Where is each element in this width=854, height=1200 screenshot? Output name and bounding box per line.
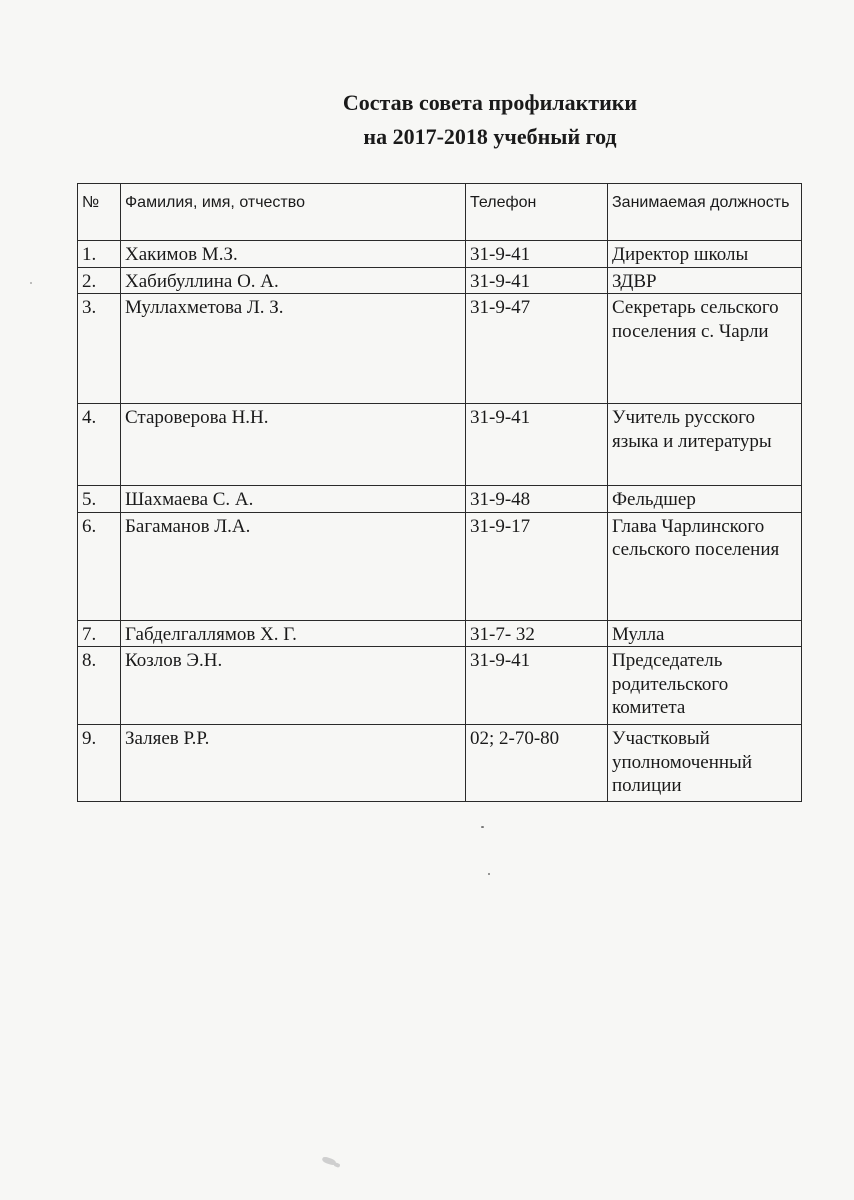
cell-number: 1. (78, 241, 121, 268)
cell-number: 6. (78, 512, 121, 620)
cell-name: Габделгаллямов Х. Г. (121, 620, 466, 647)
header-position: Занимаемая должность (608, 184, 802, 241)
cell-position: Глава Чарлинского сельского поселения (608, 512, 802, 620)
cell-position: Мулла (608, 620, 802, 647)
cell-name: Заляев Р.Р. (121, 725, 466, 802)
cell-phone: 31-7- 32 (466, 620, 608, 647)
cell-position: Председатель родительского комитета (608, 647, 802, 725)
cell-name: Хабибуллина О. А. (121, 267, 466, 294)
table-row (78, 241, 802, 268)
scan-speck (481, 826, 484, 828)
cell-position: Участковый уполномоченный полиции (608, 725, 802, 802)
cell-number: 4. (78, 404, 121, 486)
title-line-2: на 2017-2018 учебный год (363, 124, 617, 149)
cell-phone: 31-9-17 (466, 512, 608, 620)
cell-name: Муллахметова Л. З. (121, 294, 466, 404)
table-header-row (78, 184, 802, 241)
cell-position: Учитель русского языка и литературы (608, 404, 802, 486)
cell-number: 9. (78, 725, 121, 802)
table-row (78, 486, 802, 513)
title-line-1: Состав совета профилактики (342, 90, 638, 115)
cell-number: 2. (78, 267, 121, 294)
table-row (78, 294, 802, 404)
cell-number: 8. (78, 647, 121, 725)
cell-position: Секретарь сельского поселения с. Чарли (608, 294, 802, 404)
cell-name: Багаманов Л.А. (121, 512, 466, 620)
table-row (78, 620, 802, 647)
header-full-name: Фамилия, имя, отчество (121, 184, 466, 241)
scan-smudge (333, 1162, 340, 1168)
cell-position: Фельдшер (608, 486, 802, 513)
table-row (78, 647, 802, 725)
cell-phone: 31-9-41 (466, 267, 608, 294)
cell-position: Директор школы (608, 241, 802, 268)
header-number: № (78, 184, 121, 241)
cell-phone: 02; 2-70-80 (466, 725, 608, 802)
council-members-table (77, 183, 802, 802)
cell-phone: 31-9-41 (466, 241, 608, 268)
cell-name: Хакимов М.З. (121, 241, 466, 268)
cell-name: Староверова Н.Н. (121, 404, 466, 486)
cell-phone: 31-9-48 (466, 486, 608, 513)
table-row (78, 725, 802, 802)
table-row (78, 512, 802, 620)
cell-name: Шахмаева С. А. (121, 486, 466, 513)
document-title (240, 86, 740, 154)
scan-speck (30, 282, 32, 284)
scan-speck (488, 873, 490, 875)
cell-position: ЗДВР (608, 267, 802, 294)
cell-name: Козлов Э.Н. (121, 647, 466, 725)
table-row (78, 404, 802, 486)
cell-number: 7. (78, 620, 121, 647)
cell-phone: 31-9-47 (466, 294, 608, 404)
cell-phone: 31-9-41 (466, 404, 608, 486)
cell-phone: 31-9-41 (466, 647, 608, 725)
table-row (78, 267, 802, 294)
header-phone: Телефон (466, 184, 608, 241)
cell-number: 3. (78, 294, 121, 404)
cell-number: 5. (78, 486, 121, 513)
